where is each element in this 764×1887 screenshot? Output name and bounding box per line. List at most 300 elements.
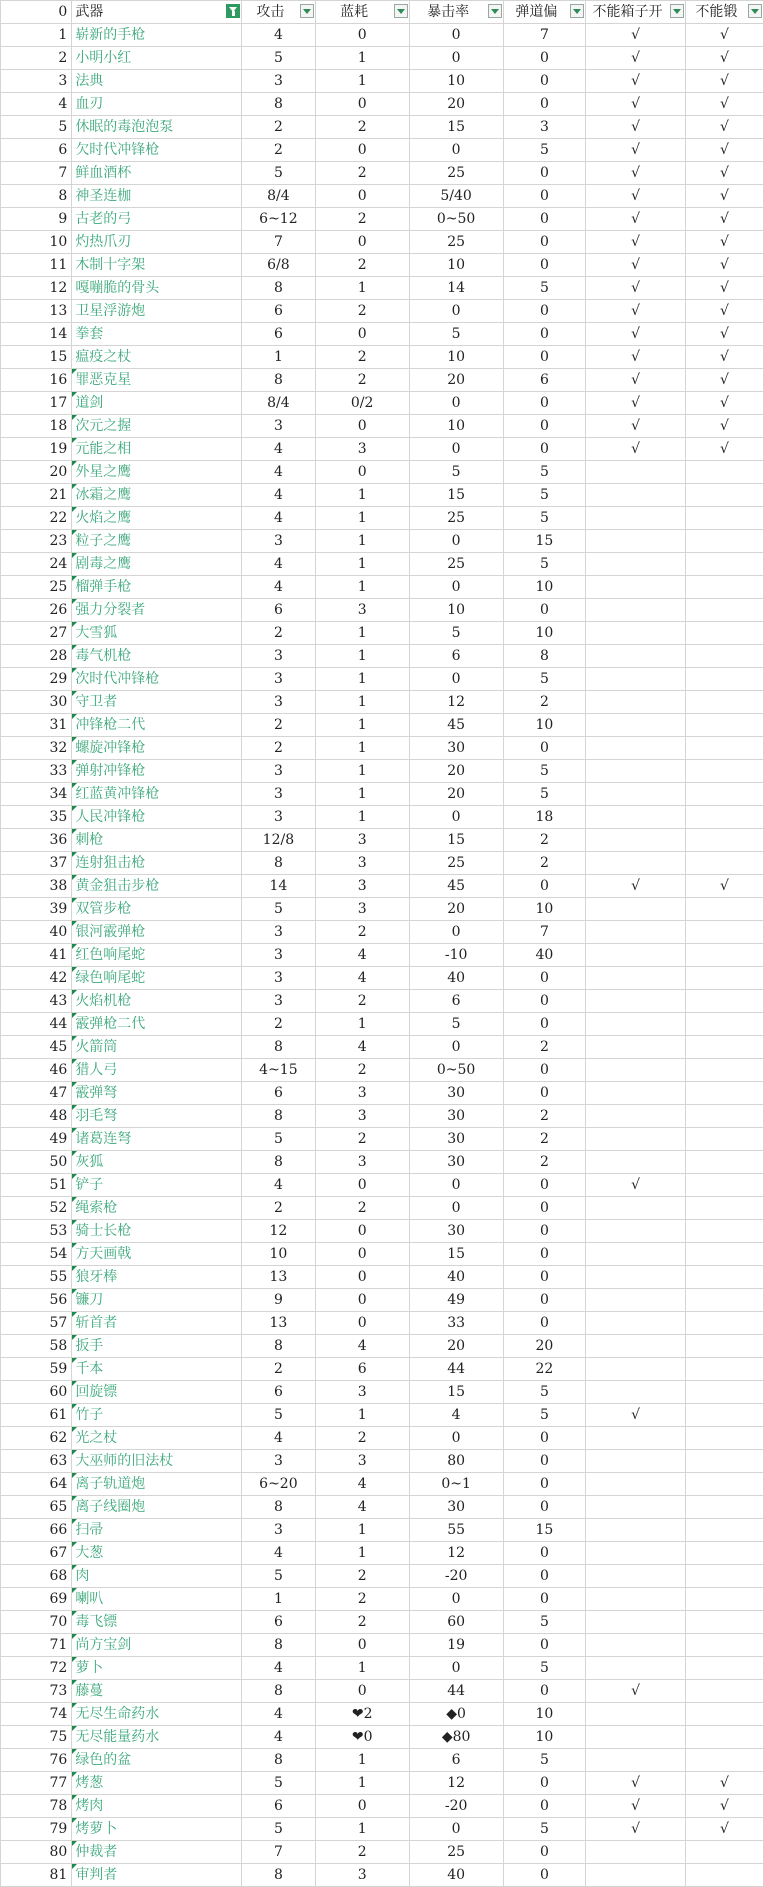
- row-index-cell[interactable]: 10: [1, 231, 72, 254]
- crit-rate-cell[interactable]: 14: [409, 277, 503, 300]
- mana-cost-cell[interactable]: 0: [315, 139, 409, 162]
- no-forge-cell[interactable]: [685, 622, 763, 645]
- mana-cost-cell[interactable]: 0: [315, 323, 409, 346]
- no-chest-cell[interactable]: [586, 898, 686, 921]
- weapon-name-cell[interactable]: 卫星浮游炮: [72, 300, 242, 323]
- mana-cost-cell[interactable]: 1: [315, 668, 409, 691]
- attack-cell[interactable]: 6~20: [242, 1473, 316, 1496]
- no-forge-cell[interactable]: [685, 1036, 763, 1059]
- crit-rate-cell[interactable]: 25: [409, 231, 503, 254]
- spread-cell[interactable]: 0: [503, 990, 586, 1013]
- crit-rate-cell[interactable]: 20: [409, 369, 503, 392]
- spread-cell[interactable]: 0: [503, 1473, 586, 1496]
- no-chest-cell[interactable]: [586, 783, 686, 806]
- row-index-cell[interactable]: 11: [1, 254, 72, 277]
- weapon-name-cell[interactable]: 离子线圈炮: [72, 1496, 242, 1519]
- mana-cost-cell[interactable]: 3: [315, 829, 409, 852]
- spread-cell[interactable]: 10: [503, 576, 586, 599]
- row-index-cell[interactable]: 37: [1, 852, 72, 875]
- crit-rate-cell[interactable]: 0: [409, 438, 503, 461]
- no-forge-cell[interactable]: √: [685, 93, 763, 116]
- weapon-name-cell[interactable]: 黄金狙击步枪: [72, 875, 242, 898]
- spread-cell[interactable]: 0: [503, 346, 586, 369]
- mana-cost-cell[interactable]: 3: [315, 1864, 409, 1887]
- crit-rate-cell[interactable]: 0: [409, 1657, 503, 1680]
- attack-cell[interactable]: 5: [242, 1128, 316, 1151]
- spread-cell[interactable]: 5: [503, 1749, 586, 1772]
- no-forge-cell[interactable]: √: [685, 875, 763, 898]
- no-forge-cell[interactable]: [685, 1427, 763, 1450]
- weapon-name-cell[interactable]: 红蓝黄冲锋枪: [72, 783, 242, 806]
- weapon-name-cell[interactable]: 猎人弓: [72, 1059, 242, 1082]
- no-chest-cell[interactable]: [586, 530, 686, 553]
- weapon-name-cell[interactable]: 光之杖: [72, 1427, 242, 1450]
- weapon-name-cell[interactable]: 扳手: [72, 1335, 242, 1358]
- no-forge-cell[interactable]: [685, 714, 763, 737]
- crit-rate-cell[interactable]: 0: [409, 139, 503, 162]
- mana-cost-cell[interactable]: 1: [315, 737, 409, 760]
- crit-rate-cell[interactable]: 12: [409, 1772, 503, 1795]
- no-forge-cell[interactable]: [685, 760, 763, 783]
- crit-rate-cell[interactable]: 19: [409, 1634, 503, 1657]
- attack-cell[interactable]: 6~12: [242, 208, 316, 231]
- mana-cost-cell[interactable]: 4: [315, 1473, 409, 1496]
- attack-cell[interactable]: 3: [242, 530, 316, 553]
- spread-cell[interactable]: 0: [503, 1565, 586, 1588]
- spread-cell[interactable]: 10: [503, 1703, 586, 1726]
- spread-cell[interactable]: 0: [503, 1496, 586, 1519]
- crit-rate-cell[interactable]: 40: [409, 967, 503, 990]
- weapon-name-cell[interactable]: 瘟疫之杖: [72, 346, 242, 369]
- weapon-name-cell[interactable]: 守卫者: [72, 691, 242, 714]
- row-index-cell[interactable]: 2: [1, 47, 72, 70]
- row-index-cell[interactable]: 8: [1, 185, 72, 208]
- weapon-name-cell[interactable]: 大葱: [72, 1542, 242, 1565]
- weapon-name-cell[interactable]: 藤蔓: [72, 1680, 242, 1703]
- no-chest-cell[interactable]: √: [586, 162, 686, 185]
- spread-cell[interactable]: 0: [503, 415, 586, 438]
- crit-rate-cell[interactable]: 25: [409, 852, 503, 875]
- attack-cell[interactable]: 3: [242, 691, 316, 714]
- weapon-name-cell[interactable]: 血刃: [72, 93, 242, 116]
- no-forge-cell[interactable]: [685, 944, 763, 967]
- row-index-cell[interactable]: 79: [1, 1818, 72, 1841]
- no-chest-cell[interactable]: [586, 1289, 686, 1312]
- crit-rate-cell[interactable]: 0: [409, 921, 503, 944]
- row-index-cell[interactable]: 73: [1, 1680, 72, 1703]
- row-index-cell[interactable]: 28: [1, 645, 72, 668]
- crit-rate-cell[interactable]: 60: [409, 1611, 503, 1634]
- weapon-name-cell[interactable]: 毒飞镖: [72, 1611, 242, 1634]
- no-chest-cell[interactable]: √: [586, 323, 686, 346]
- crit-rate-cell[interactable]: 0: [409, 668, 503, 691]
- weapon-name-cell[interactable]: 连射狙击枪: [72, 852, 242, 875]
- spread-cell[interactable]: 0: [503, 392, 586, 415]
- row-index-cell[interactable]: 9: [1, 208, 72, 231]
- mana-cost-cell[interactable]: 1: [315, 47, 409, 70]
- spread-cell[interactable]: 3: [503, 116, 586, 139]
- weapon-name-cell[interactable]: 铲子: [72, 1174, 242, 1197]
- mana-cost-cell[interactable]: 1: [315, 714, 409, 737]
- header-index-cell[interactable]: 0: [1, 1, 72, 24]
- spread-cell[interactable]: 10: [503, 714, 586, 737]
- attack-cell[interactable]: 8: [242, 852, 316, 875]
- weapon-name-cell[interactable]: 霰弹枪二代: [72, 1013, 242, 1036]
- weapon-name-cell[interactable]: 人民冲锋枪: [72, 806, 242, 829]
- attack-cell[interactable]: 7: [242, 231, 316, 254]
- row-index-cell[interactable]: 78: [1, 1795, 72, 1818]
- crit-rate-cell[interactable]: 5: [409, 1013, 503, 1036]
- mana-cost-cell[interactable]: 4: [315, 944, 409, 967]
- attack-cell[interactable]: 3: [242, 1450, 316, 1473]
- no-chest-cell[interactable]: [586, 852, 686, 875]
- no-chest-cell[interactable]: [586, 484, 686, 507]
- no-forge-cell[interactable]: [685, 1542, 763, 1565]
- spread-cell[interactable]: 5: [503, 1657, 586, 1680]
- spread-cell[interactable]: 0: [503, 875, 586, 898]
- attack-cell[interactable]: 3: [242, 415, 316, 438]
- weapon-name-cell[interactable]: 镰刀: [72, 1289, 242, 1312]
- crit-rate-cell[interactable]: 25: [409, 553, 503, 576]
- attack-cell[interactable]: 8: [242, 277, 316, 300]
- no-chest-cell[interactable]: √: [586, 254, 686, 277]
- row-index-cell[interactable]: 16: [1, 369, 72, 392]
- no-chest-cell[interactable]: [586, 1358, 686, 1381]
- mana-cost-cell[interactable]: 1: [315, 1772, 409, 1795]
- attack-cell[interactable]: 6/8: [242, 254, 316, 277]
- crit-rate-cell[interactable]: 30: [409, 1151, 503, 1174]
- no-chest-cell[interactable]: √: [586, 392, 686, 415]
- row-index-cell[interactable]: 38: [1, 875, 72, 898]
- weapon-name-cell[interactable]: 扫帚: [72, 1519, 242, 1542]
- row-index-cell[interactable]: 53: [1, 1220, 72, 1243]
- no-forge-cell[interactable]: [685, 1519, 763, 1542]
- mana-cost-cell[interactable]: 0: [315, 1289, 409, 1312]
- row-index-cell[interactable]: 52: [1, 1197, 72, 1220]
- weapon-name-cell[interactable]: 元能之相: [72, 438, 242, 461]
- spread-cell[interactable]: 0: [503, 1082, 586, 1105]
- weapon-name-cell[interactable]: 狼牙棒: [72, 1266, 242, 1289]
- mana-cost-cell[interactable]: 1: [315, 1657, 409, 1680]
- crit-rate-cell[interactable]: 20: [409, 93, 503, 116]
- row-index-cell[interactable]: 12: [1, 277, 72, 300]
- no-chest-cell[interactable]: √: [586, 415, 686, 438]
- spread-cell[interactable]: 0: [503, 1197, 586, 1220]
- no-forge-cell[interactable]: √: [685, 415, 763, 438]
- mana-cost-cell[interactable]: 2: [315, 1197, 409, 1220]
- no-chest-cell[interactable]: [586, 714, 686, 737]
- row-index-cell[interactable]: 61: [1, 1404, 72, 1427]
- attack-cell[interactable]: 8: [242, 1680, 316, 1703]
- no-forge-cell[interactable]: [685, 1496, 763, 1519]
- weapon-name-cell[interactable]: 回旋镖: [72, 1381, 242, 1404]
- no-chest-cell[interactable]: √: [586, 70, 686, 93]
- row-index-cell[interactable]: 71: [1, 1634, 72, 1657]
- attack-cell[interactable]: 3: [242, 967, 316, 990]
- mana-cost-cell[interactable]: 1: [315, 1519, 409, 1542]
- no-forge-cell[interactable]: [685, 1128, 763, 1151]
- spread-cell[interactable]: 0: [503, 1450, 586, 1473]
- header-no-forge-cell[interactable]: [685, 1, 763, 24]
- no-forge-cell[interactable]: [685, 1059, 763, 1082]
- no-chest-cell[interactable]: √: [586, 1404, 686, 1427]
- crit-rate-cell[interactable]: 80: [409, 1450, 503, 1473]
- row-index-cell[interactable]: 41: [1, 944, 72, 967]
- no-chest-cell[interactable]: [586, 1105, 686, 1128]
- mana-cost-cell[interactable]: 2: [315, 346, 409, 369]
- no-chest-cell[interactable]: [586, 1381, 686, 1404]
- no-forge-cell[interactable]: [685, 599, 763, 622]
- weapon-name-cell[interactable]: 骑士长枪: [72, 1220, 242, 1243]
- mana-cost-cell[interactable]: ❤2: [315, 1703, 409, 1726]
- mana-cost-cell[interactable]: 0: [315, 415, 409, 438]
- no-forge-cell[interactable]: √: [685, 208, 763, 231]
- spread-cell[interactable]: 0: [503, 70, 586, 93]
- mana-cost-cell[interactable]: 0: [315, 1634, 409, 1657]
- attack-cell[interactable]: 6: [242, 1381, 316, 1404]
- crit-rate-cell[interactable]: 0: [409, 1036, 503, 1059]
- no-forge-cell[interactable]: [685, 1680, 763, 1703]
- weapon-name-cell[interactable]: 榴弹手枪: [72, 576, 242, 599]
- no-forge-cell[interactable]: √: [685, 323, 763, 346]
- no-chest-cell[interactable]: [586, 806, 686, 829]
- mana-cost-cell[interactable]: 0: [315, 1243, 409, 1266]
- no-forge-cell[interactable]: [685, 1749, 763, 1772]
- attack-cell[interactable]: 12: [242, 1220, 316, 1243]
- weapon-name-cell[interactable]: 方天画戟: [72, 1243, 242, 1266]
- no-forge-cell[interactable]: √: [685, 185, 763, 208]
- no-chest-cell[interactable]: [586, 1634, 686, 1657]
- spread-cell[interactable]: 5: [503, 461, 586, 484]
- spread-cell[interactable]: 2: [503, 691, 586, 714]
- no-chest-cell[interactable]: [586, 990, 686, 1013]
- mana-cost-cell[interactable]: 4: [315, 1496, 409, 1519]
- spread-cell[interactable]: 2: [503, 1036, 586, 1059]
- no-forge-cell[interactable]: [685, 1289, 763, 1312]
- weapon-name-cell[interactable]: 烤肉: [72, 1795, 242, 1818]
- crit-rate-cell[interactable]: 10: [409, 346, 503, 369]
- row-index-cell[interactable]: 55: [1, 1266, 72, 1289]
- no-forge-cell[interactable]: √: [685, 392, 763, 415]
- weapon-name-cell[interactable]: 千本: [72, 1358, 242, 1381]
- weapon-name-cell[interactable]: 强力分裂者: [72, 599, 242, 622]
- no-chest-cell[interactable]: [586, 1519, 686, 1542]
- no-forge-cell[interactable]: [685, 1082, 763, 1105]
- header-attack-cell[interactable]: [242, 1, 316, 24]
- attack-cell[interactable]: 7: [242, 1841, 316, 1864]
- no-chest-cell[interactable]: [586, 1266, 686, 1289]
- weapon-name-cell[interactable]: 小明小红: [72, 47, 242, 70]
- spread-cell[interactable]: 0: [503, 254, 586, 277]
- attack-cell[interactable]: 8/4: [242, 185, 316, 208]
- row-index-cell[interactable]: 74: [1, 1703, 72, 1726]
- mana-cost-cell[interactable]: 2: [315, 1565, 409, 1588]
- no-chest-cell[interactable]: [586, 1013, 686, 1036]
- no-forge-cell[interactable]: [685, 1105, 763, 1128]
- no-chest-cell[interactable]: [586, 1082, 686, 1105]
- row-index-cell[interactable]: 31: [1, 714, 72, 737]
- attack-cell[interactable]: 2: [242, 1013, 316, 1036]
- no-forge-cell[interactable]: √: [685, 70, 763, 93]
- row-index-cell[interactable]: 49: [1, 1128, 72, 1151]
- spread-cell[interactable]: 0: [503, 1864, 586, 1887]
- spread-cell[interactable]: 2: [503, 829, 586, 852]
- no-chest-cell[interactable]: [586, 668, 686, 691]
- row-index-cell[interactable]: 48: [1, 1105, 72, 1128]
- mana-cost-cell[interactable]: 1: [315, 806, 409, 829]
- header-crit-rate-cell[interactable]: [409, 1, 503, 24]
- spread-cell[interactable]: 2: [503, 852, 586, 875]
- no-forge-cell[interactable]: [685, 783, 763, 806]
- no-forge-cell[interactable]: [685, 1174, 763, 1197]
- attack-cell[interactable]: 8/4: [242, 392, 316, 415]
- no-forge-cell[interactable]: √: [685, 47, 763, 70]
- mana-cost-cell[interactable]: 0: [315, 1795, 409, 1818]
- no-forge-cell[interactable]: √: [685, 300, 763, 323]
- crit-rate-cell[interactable]: 30: [409, 737, 503, 760]
- mana-cost-cell[interactable]: 0/2: [315, 392, 409, 415]
- mana-cost-cell[interactable]: 3: [315, 1105, 409, 1128]
- attack-cell[interactable]: 4: [242, 1726, 316, 1749]
- no-forge-cell[interactable]: [685, 1726, 763, 1749]
- weapon-name-cell[interactable]: 次元之握: [72, 415, 242, 438]
- no-chest-cell[interactable]: √: [586, 116, 686, 139]
- no-chest-cell[interactable]: [586, 461, 686, 484]
- mana-cost-cell[interactable]: 1: [315, 576, 409, 599]
- spread-cell[interactable]: 5: [503, 507, 586, 530]
- attack-cell[interactable]: 3: [242, 921, 316, 944]
- mana-cost-cell[interactable]: 2: [315, 208, 409, 231]
- spread-cell[interactable]: 0: [503, 162, 586, 185]
- row-index-cell[interactable]: 22: [1, 507, 72, 530]
- attack-cell[interactable]: 6: [242, 599, 316, 622]
- no-forge-cell[interactable]: [685, 1358, 763, 1381]
- mana-cost-cell[interactable]: 0: [315, 231, 409, 254]
- attack-cell[interactable]: 8: [242, 93, 316, 116]
- no-chest-cell[interactable]: [586, 1565, 686, 1588]
- no-chest-cell[interactable]: [586, 1450, 686, 1473]
- crit-rate-cell[interactable]: 20: [409, 783, 503, 806]
- spread-cell[interactable]: 15: [503, 530, 586, 553]
- mana-cost-cell[interactable]: 1: [315, 760, 409, 783]
- crit-rate-cell[interactable]: 0: [409, 1818, 503, 1841]
- crit-rate-cell[interactable]: 44: [409, 1358, 503, 1381]
- weapon-name-cell[interactable]: 次时代冲锋枪: [72, 668, 242, 691]
- crit-rate-cell[interactable]: 0: [409, 530, 503, 553]
- mana-cost-cell[interactable]: 2: [315, 990, 409, 1013]
- no-forge-cell[interactable]: [685, 1864, 763, 1887]
- no-forge-cell[interactable]: [685, 1611, 763, 1634]
- row-index-cell[interactable]: 51: [1, 1174, 72, 1197]
- crit-rate-cell[interactable]: 25: [409, 1841, 503, 1864]
- attack-cell[interactable]: 6: [242, 1795, 316, 1818]
- no-forge-cell[interactable]: [685, 1197, 763, 1220]
- mana-cost-cell[interactable]: ❤0: [315, 1726, 409, 1749]
- spread-cell[interactable]: 0: [503, 438, 586, 461]
- attack-cell[interactable]: 4: [242, 1427, 316, 1450]
- weapon-name-cell[interactable]: 神圣连枷: [72, 185, 242, 208]
- mana-cost-cell[interactable]: 0: [315, 24, 409, 47]
- no-chest-cell[interactable]: [586, 1841, 686, 1864]
- crit-rate-cell[interactable]: 4: [409, 1404, 503, 1427]
- crit-rate-cell[interactable]: -20: [409, 1565, 503, 1588]
- spread-cell[interactable]: 22: [503, 1358, 586, 1381]
- spread-cell[interactable]: 0: [503, 967, 586, 990]
- row-index-cell[interactable]: 65: [1, 1496, 72, 1519]
- no-forge-cell[interactable]: [685, 1703, 763, 1726]
- attack-cell[interactable]: 3: [242, 70, 316, 93]
- weapon-name-cell[interactable]: 红色响尾蛇: [72, 944, 242, 967]
- attack-cell[interactable]: 13: [242, 1266, 316, 1289]
- spread-cell[interactable]: 0: [503, 1634, 586, 1657]
- no-chest-cell[interactable]: [586, 1427, 686, 1450]
- weapon-name-cell[interactable]: 离子轨道炮: [72, 1473, 242, 1496]
- row-index-cell[interactable]: 32: [1, 737, 72, 760]
- row-index-cell[interactable]: 27: [1, 622, 72, 645]
- attack-cell[interactable]: 6: [242, 323, 316, 346]
- weapon-name-cell[interactable]: 毒气机枪: [72, 645, 242, 668]
- crit-rate-cell[interactable]: 12: [409, 691, 503, 714]
- row-index-cell[interactable]: 7: [1, 162, 72, 185]
- crit-rate-cell[interactable]: 40: [409, 1266, 503, 1289]
- crit-rate-cell[interactable]: 6: [409, 1749, 503, 1772]
- no-chest-cell[interactable]: [586, 737, 686, 760]
- no-chest-cell[interactable]: [586, 1335, 686, 1358]
- crit-rate-cell[interactable]: 25: [409, 162, 503, 185]
- no-chest-cell[interactable]: [586, 1496, 686, 1519]
- mana-cost-cell[interactable]: 3: [315, 1450, 409, 1473]
- crit-rate-cell[interactable]: ◆80: [409, 1726, 503, 1749]
- mana-cost-cell[interactable]: 2: [315, 1128, 409, 1151]
- weapon-name-cell[interactable]: 审判者: [72, 1864, 242, 1887]
- row-index-cell[interactable]: 57: [1, 1312, 72, 1335]
- mana-cost-cell[interactable]: 1: [315, 553, 409, 576]
- row-index-cell[interactable]: 43: [1, 990, 72, 1013]
- mana-cost-cell[interactable]: 3: [315, 1151, 409, 1174]
- mana-cost-cell[interactable]: 1: [315, 70, 409, 93]
- spread-cell[interactable]: 18: [503, 806, 586, 829]
- spread-cell[interactable]: 0: [503, 231, 586, 254]
- no-forge-cell[interactable]: [685, 1450, 763, 1473]
- no-forge-cell[interactable]: √: [685, 277, 763, 300]
- mana-cost-cell[interactable]: 2: [315, 254, 409, 277]
- attack-cell[interactable]: 5: [242, 47, 316, 70]
- row-index-cell[interactable]: 58: [1, 1335, 72, 1358]
- weapon-name-cell[interactable]: 仲裁者: [72, 1841, 242, 1864]
- attack-cell[interactable]: 2: [242, 116, 316, 139]
- spread-cell[interactable]: 10: [503, 622, 586, 645]
- no-forge-cell[interactable]: [685, 1243, 763, 1266]
- mana-cost-cell[interactable]: 3: [315, 1381, 409, 1404]
- spread-cell[interactable]: 5: [503, 760, 586, 783]
- attack-cell[interactable]: 8: [242, 1105, 316, 1128]
- attack-cell[interactable]: 4: [242, 461, 316, 484]
- row-index-cell[interactable]: 4: [1, 93, 72, 116]
- crit-rate-cell[interactable]: 0~1: [409, 1473, 503, 1496]
- row-index-cell[interactable]: 25: [1, 576, 72, 599]
- row-index-cell[interactable]: 72: [1, 1657, 72, 1680]
- no-forge-cell[interactable]: [685, 1404, 763, 1427]
- spread-cell[interactable]: 7: [503, 921, 586, 944]
- no-forge-cell[interactable]: [685, 484, 763, 507]
- no-forge-cell[interactable]: √: [685, 1818, 763, 1841]
- mana-cost-cell[interactable]: 3: [315, 438, 409, 461]
- crit-rate-cell[interactable]: 30: [409, 1220, 503, 1243]
- no-chest-cell[interactable]: [586, 1473, 686, 1496]
- mana-cost-cell[interactable]: 4: [315, 1036, 409, 1059]
- row-index-cell[interactable]: 18: [1, 415, 72, 438]
- crit-rate-cell[interactable]: 15: [409, 116, 503, 139]
